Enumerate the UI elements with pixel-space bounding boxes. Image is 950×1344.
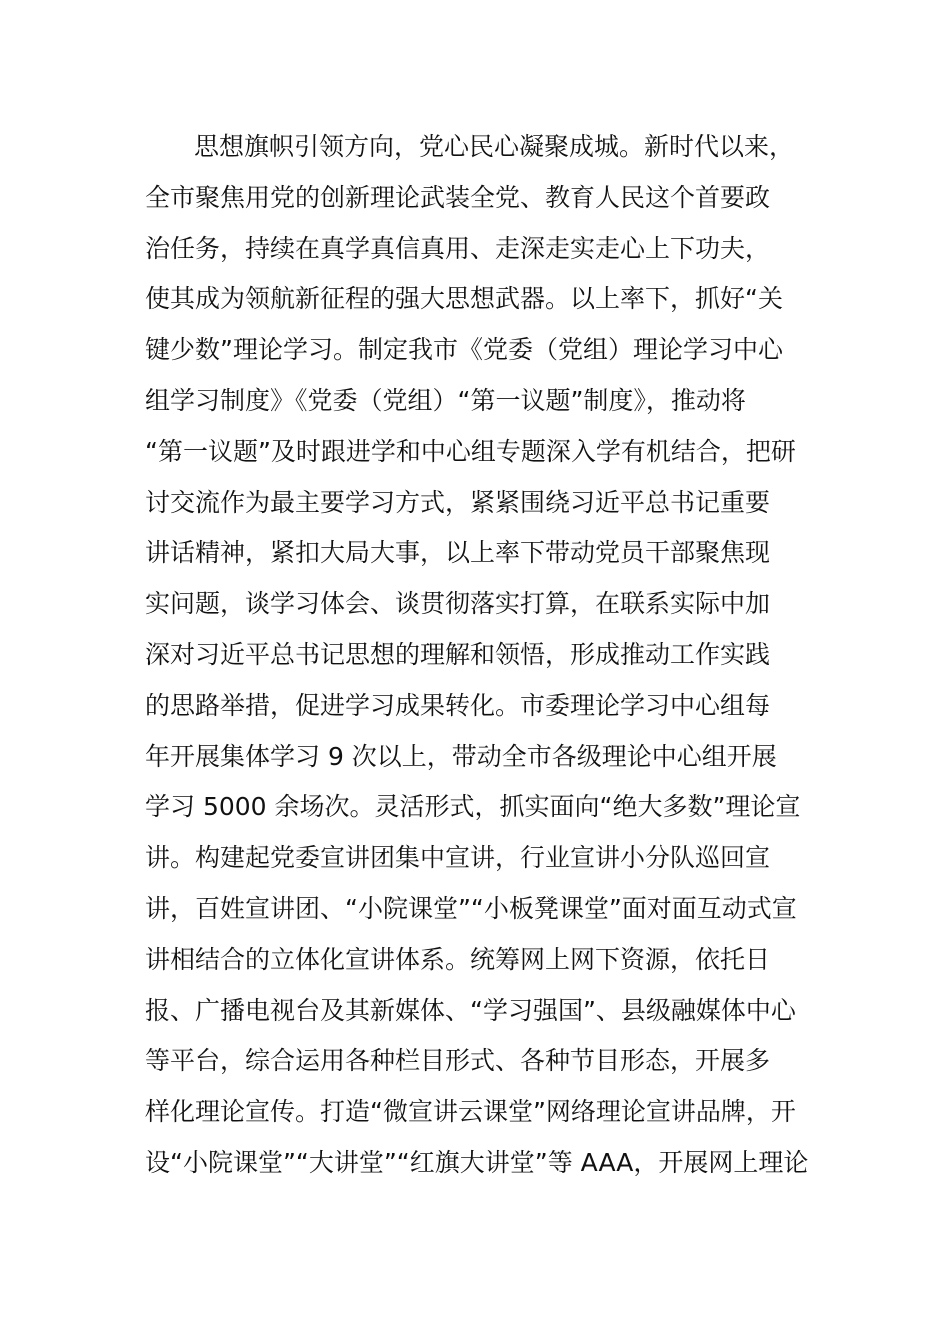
paragraph-line: 学习 5000 余场次。灵活形式，抓实面向“绝大多数”理论宣 (145, 792, 801, 822)
paragraph-line: 报、广播电视台及其新媒体、“学习强国”、县级融媒体中心 (145, 995, 796, 1025)
paragraph-line: 全市聚焦用党的创新理论武装全党、教育人民这个首要政 (145, 182, 771, 212)
body-paragraph (145, 122, 845, 1189)
paragraph-line: 讲，百姓宣讲团、“小院课堂”“小板凳课堂”面对面互动式宣 (145, 893, 797, 923)
paragraph-line: 深对习近平总书记思想的理解和领悟，形成推动工作实践 (145, 639, 771, 669)
paragraph-line: 使其成为领航新征程的强大思想武器。以上率下，抓好“关 (145, 284, 783, 314)
paragraph-line: 等平台，综合运用各种栏目形式、各种节目形态，开展多 (145, 1046, 771, 1076)
paragraph-line: 组学习制度》《党委（党组）“第一议题”制度》，推动将 (145, 385, 746, 415)
paragraph-line: 讲。构建起党委宣讲团集中宣讲，行业宣讲小分队巡回宣 (145, 843, 771, 873)
paragraph-line: 年开展集体学习 9 次以上，带动全市各级理论中心组开展 (145, 741, 777, 771)
paragraph-line: 的思路举措，促进学习成果转化。市委理论学习中心组每 (145, 690, 771, 720)
paragraph-line: 讨交流作为最主要学习方式，紧紧围绕习近平总书记重要 (145, 487, 771, 517)
paragraph-line: 样化理论宣传。打造“微宣讲云课堂”网络理论宣讲品牌，开 (145, 1097, 796, 1127)
paragraph-line: 讲话精神，紧扣大局大事，以上率下带动党员干部聚焦现 (145, 538, 771, 568)
paragraph-line: “第一议题”及时跟进学和中心组专题深入学有机结合，把研 (145, 436, 796, 466)
paragraph-line: 讲相结合的立体化宣讲体系。统筹网上网下资源，依托日 (145, 944, 771, 974)
paragraph-line: 设“小院课堂”“大讲堂”“红旗大讲堂”等 AAA，开展网上理论 (145, 1147, 809, 1177)
paragraph-line: 思想旗帜引领方向，党心民心凝聚成城。新时代以来， (194, 132, 795, 161)
paragraph-line: 治任务，持续在真学真信真用、走深走实走心上下功夫， (145, 233, 771, 263)
paragraph-line: 实问题，谈学习体会、谈贯彻落实打算，在联系实际中加 (145, 589, 771, 619)
paragraph-line: 键少数”理论学习。制定我市《党委（党组）理论学习中心 (145, 335, 783, 365)
